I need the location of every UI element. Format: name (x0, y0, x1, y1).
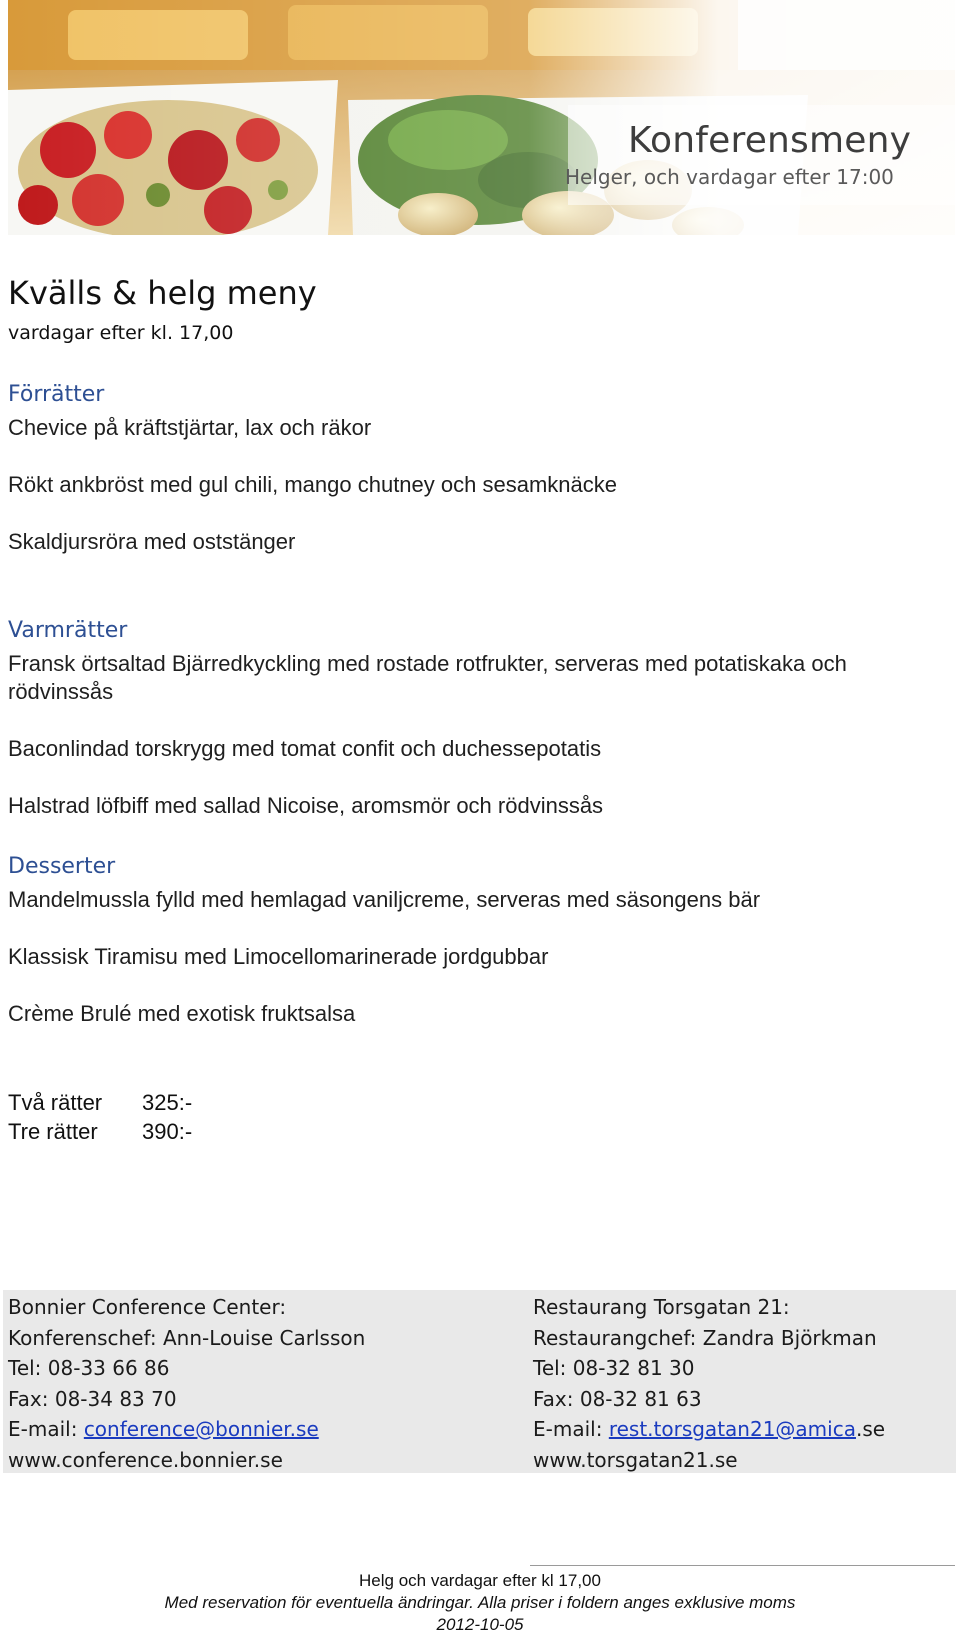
price-value: 390:- (142, 1119, 193, 1144)
contact-name: Bonnier Conference Center: (8, 1295, 287, 1319)
contact-email (533, 1414, 885, 1445)
menu-item: Klassisk Tiramisu med Limocellomarinerade jordgubbar (8, 944, 549, 969)
menu-item: Rökt ankbröst med gul chili, mango chutney och sesamknäcke (8, 472, 617, 497)
contact-chef: Konferenschef: Ann-Louise Carlsson (8, 1325, 366, 1350)
price-row (8, 1088, 192, 1117)
footer-disclaimer: Med reservation för eventuella ändringar. Alla priser i foldern anges exklusive moms (164, 1593, 796, 1612)
contact-website: www.conference.bonnier.se (8, 1447, 283, 1472)
footer-date: 2012-10-05 (436, 1615, 524, 1634)
menu-item: Fransk örtsaltad Bjärredkyckling med rostade rotfrukter, serveras med potatiskaka och rödvinssås (8, 651, 847, 704)
page-subtitle: vardagar efter kl. 17,00 (8, 322, 234, 344)
contact-torsgatan (533, 1290, 885, 1475)
contact-name: Restaurang Torsgatan 21: (533, 1295, 790, 1319)
contact-website: www.torsgatan21.se (533, 1447, 738, 1472)
email-label: E-mail: (533, 1417, 609, 1441)
footer (0, 1570, 960, 1636)
email-link[interactable]: rest.torsgatan21@amica (608, 1417, 856, 1441)
menu-item: Halstrad löfbiff med sallad Nicoise, aromsmör och rödvinssås (8, 793, 604, 818)
footer-divider (530, 1565, 955, 1566)
page-title: Kvälls & helg meny (8, 274, 317, 312)
contact-bonnier (8, 1290, 365, 1475)
price-label: Tre rätter (8, 1119, 98, 1144)
email-label: E-mail: (8, 1417, 84, 1441)
email-link[interactable]: conference@bonnier.se (83, 1417, 319, 1441)
contact-tel: Tel: 08-33 66 86 (8, 1356, 170, 1380)
banner-image (8, 0, 955, 235)
price-label: Två rätter (8, 1090, 103, 1115)
menu-item: Skaldjursröra med oststänger (8, 529, 296, 554)
price-value: 325:- (142, 1090, 193, 1115)
section-heading-varmratter: Varmrätter (8, 618, 128, 643)
contact-box (3, 1290, 956, 1473)
contact-fax: Fax: 08-34 83 70 (8, 1386, 177, 1411)
menu-item: Baconlindad torskrygg med tomat confit och duchessepotatis (8, 736, 602, 761)
menu-item: Chevice på kräftstjärtar, lax och räkor (8, 415, 372, 440)
section-heading-forratter: Förrätter (8, 382, 105, 407)
contact-chef: Restaurangchef: Zandra Björkman (533, 1325, 877, 1350)
footer-hours: Helg och vardagar efter kl 17,00 (359, 1571, 601, 1590)
contact-fax: Fax: 08-32 81 63 (533, 1386, 702, 1411)
contact-email (8, 1414, 365, 1445)
food-photo-illustration (8, 0, 955, 235)
banner-title: Konferensmeny (628, 120, 912, 161)
menu-item: Crème Brulé med exotisk fruktsalsa (8, 1001, 356, 1026)
menu-item: Mandelmussla fylld med hemlagad vaniljcreme, serveras med säsongens bär (8, 887, 761, 912)
contact-tel: Tel: 08-32 81 30 (533, 1356, 695, 1380)
email-suffix: .se (855, 1417, 886, 1441)
section-heading-desserter: Desserter (8, 854, 116, 879)
banner-subtitle: Helger, och vardagar efter 17:00 (565, 165, 894, 189)
price-row (8, 1117, 192, 1146)
price-list (8, 1088, 192, 1146)
